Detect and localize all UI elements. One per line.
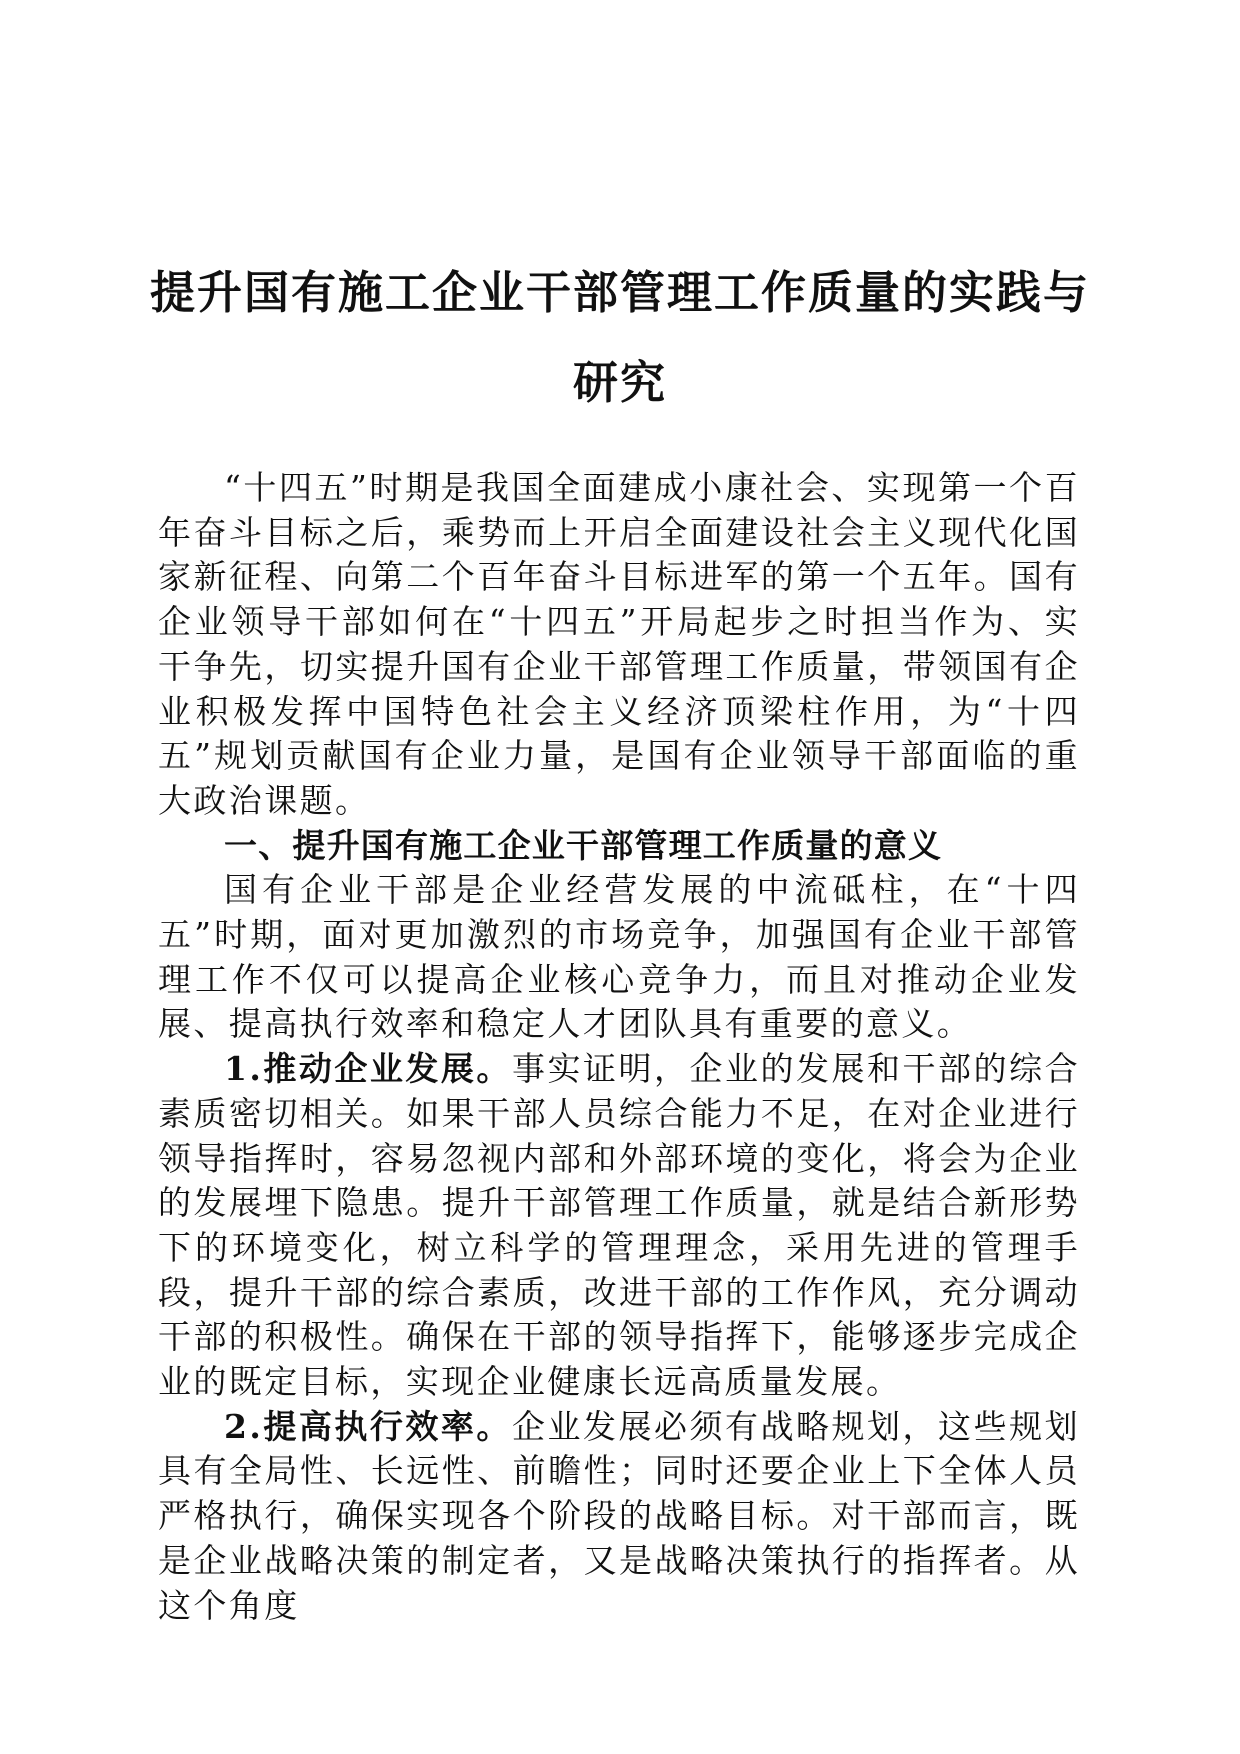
document-body bbox=[158, 466, 1080, 1628]
point-2-text: 企业发展必须有战略规划，这些规划具有全局性、长远性、前瞻性；同时还要企业上下全体人员严格执行，确保实现各个阶段的战略目标。对干部而言，既是企业战略决策的制定者，又是战略决策执行的指挥者。从这个角度 bbox=[158, 1406, 1080, 1625]
point-1-paragraph bbox=[158, 1047, 1080, 1405]
point-1-lead: 1.推动企业发展。 bbox=[224, 1049, 512, 1089]
point-2-lead: 2.提高执行效率。 bbox=[224, 1406, 512, 1446]
section-heading-1: 一、提升国有施工企业干部管理工作质量的意义 bbox=[224, 825, 943, 865]
point-2-paragraph bbox=[158, 1405, 1080, 1629]
section-1-intro-paragraph: 国有企业干部是企业经营发展的中流砥柱，在“十四五”时期，面对更加激烈的市场竞争，加强国有企业干部管理工作不仅可以提高企业核心竞争力，而且对推动企业发展、提高执行效率和稳定人才团队具有重要的意义。 bbox=[158, 870, 1080, 1044]
point-1-text: 事实证明，企业的发展和干部的综合素质密切相关。如果干部人员综合能力不足，在对企业进行领导指挥时，容易忽视内部和外部环境的变化，将会为企业的发展埋下隐患。提升干部管理工作质量，就是结合新形势下的环境变化，树立科学的管理理念，采用先进的管理手段，提升干部的综合素质，改进干部的工作作风，充分调动干部的积极性。确保在干部的领导指挥下，能够逐步完成企业的既定目标，实现企业健康长远高质量发展。 bbox=[158, 1049, 1080, 1402]
document-title: 提升国有施工企业干部管理工作质量的实践与研究 bbox=[150, 266, 1091, 409]
intro-paragraph: “十四五”时期是我国全面建成小康社会、实现第一个百年奋斗目标之后，乘势而上开启全面建设社会主义现代化国家新征程、向第二个百年奋斗目标进军的第一个五年。国有企业领导干部如何在“十四五”开局起步之时担当作为、实干争先，切实提升国有企业干部管理工作质量，带领国有企业积极发挥中国特色社会主义经济顶梁柱作用，为“十四五”规划贡献国有企业力量，是国有企业领导干部面临的重大政治课题。 bbox=[158, 468, 1080, 820]
